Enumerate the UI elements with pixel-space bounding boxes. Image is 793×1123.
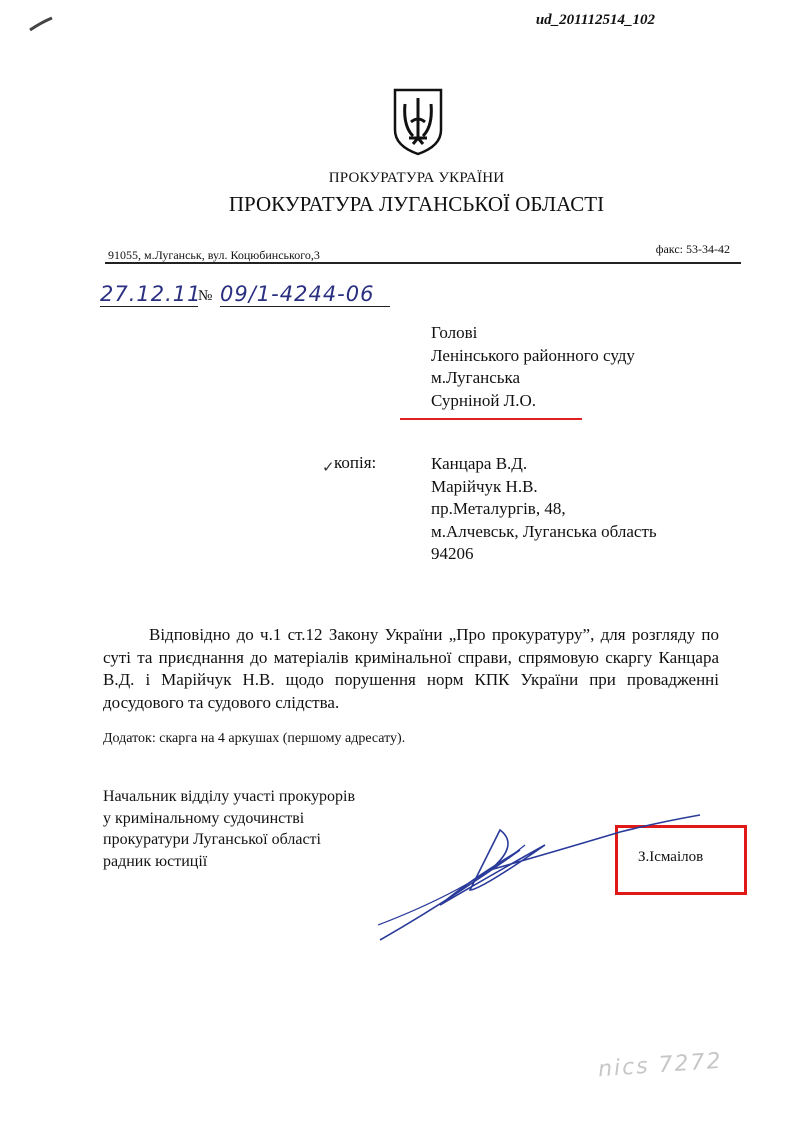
red-underline-mark xyxy=(400,418,582,420)
signatory-title-line: радник юстиції xyxy=(103,852,208,870)
registration-number: 09/1-4244-06 xyxy=(220,282,390,307)
org-address: 91055, м.Луганськ, вул. Коцюбинського,3 xyxy=(108,248,320,262)
addressee-block xyxy=(431,322,635,412)
trident-coat-of-arms-icon xyxy=(391,86,445,156)
addressee-line: Ленінського районного суду xyxy=(431,345,635,365)
registration-date: 27.12.11 xyxy=(100,282,202,306)
addressee-line: м.Луганська xyxy=(431,368,521,387)
signer-name: З.Ісмаілов xyxy=(638,849,704,865)
signatory-title-line: прокуратури Луганської області xyxy=(103,831,321,848)
addressee-line: Сурніной Л.О. xyxy=(431,390,536,410)
copy-line: 94206 xyxy=(431,544,474,563)
checkmark-icon: ✓ xyxy=(322,460,335,476)
copy-label: копія: xyxy=(334,453,377,472)
copy-line: Марійчук Н.В. xyxy=(431,476,538,496)
org-fax: факс: 53-34-42 xyxy=(655,242,730,256)
number-sign: № xyxy=(198,288,213,304)
body-paragraph: Відповідно до ч.1 ст.12 Закону України „Про прокуратуру”, для розгляду по суті та приєднання до матеріалів кримінальної справи, спрямовую скаргу Канцара В.Д. і Марійчук Н.В. щодо порушення норм КПК України при провадженні досудового та судового слідства. xyxy=(103,625,719,712)
copy-line: пр.Металургів, 48, xyxy=(431,499,566,518)
copy-line: м.Алчевськ, Луганська область xyxy=(431,521,657,541)
attachment-note: Додаток: скарга на 4 аркушах (першому адресату). xyxy=(103,731,406,746)
signatory-title-line: Начальник відділу участі прокурорів xyxy=(103,788,355,805)
letter-body xyxy=(103,624,719,714)
signatory-title-line: у кримінальному судочинстві xyxy=(103,809,305,827)
copy-recipients xyxy=(431,453,657,566)
header-divider xyxy=(105,262,741,264)
org-parent-name: ПРОКУРАТУРА УКРАЇНИ xyxy=(328,170,505,186)
sheet-number-stamp: nics 7272 xyxy=(597,1048,724,1083)
signatory-title xyxy=(103,786,355,872)
document-id: ud_201112514_102 xyxy=(535,12,655,28)
addressee-line: Голові xyxy=(431,323,478,342)
org-name: ПРОКУРАТУРА ЛУГАНСЬКОЇ ОБЛАСТІ xyxy=(228,192,605,216)
copy-line: Канцара В.Д. xyxy=(431,454,528,473)
